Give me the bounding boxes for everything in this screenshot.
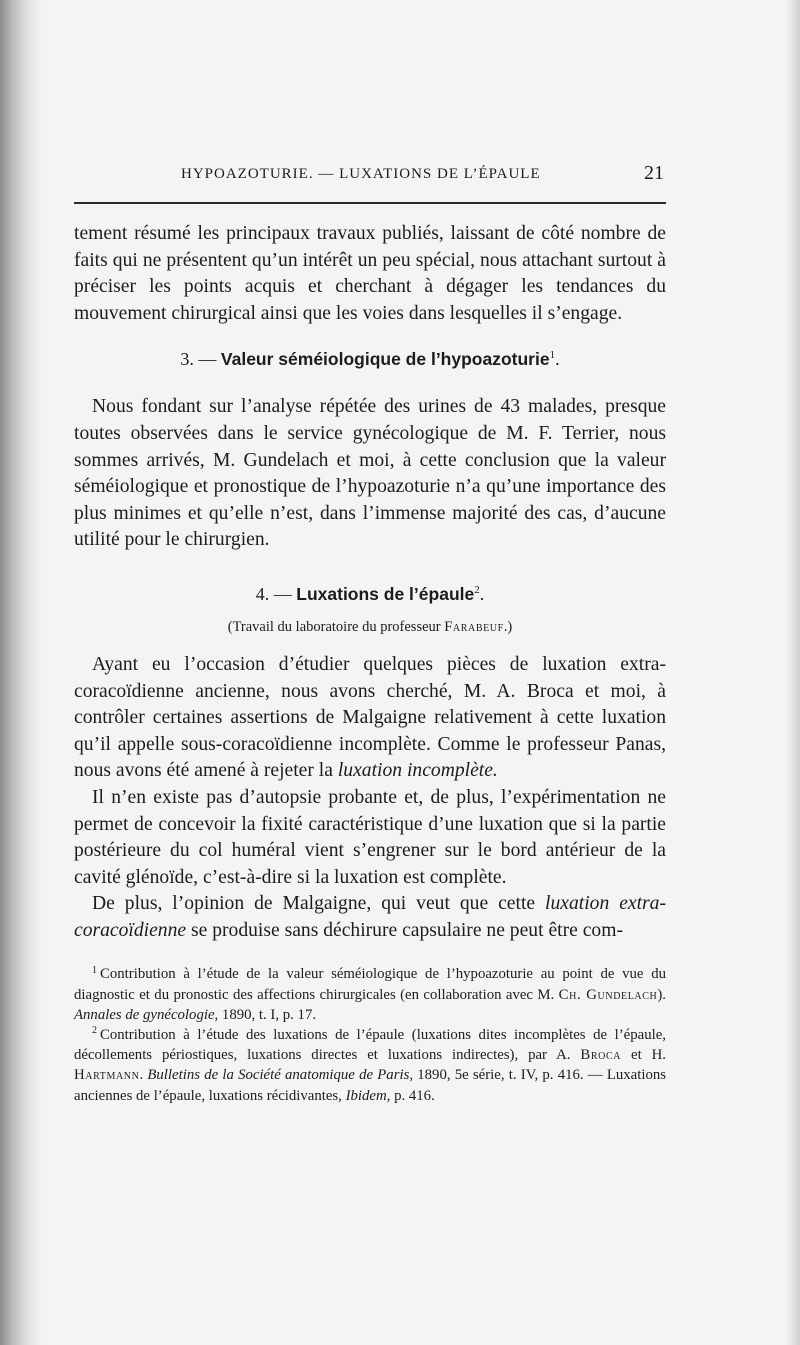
footnote-1 <box>74 964 666 1025</box>
section-3-trailing: . <box>555 349 560 370</box>
running-head <box>74 158 666 188</box>
section-4-p3-end: se produise sans déchirure capsulaire ne peut être com- <box>186 919 623 941</box>
section-4-paragraph-2: Il n’en existe pas d’autopsie probante et, de plus, l’expérimentation ne permet de concevoir la fixité caractéristique d’une luxation que si la partie postérieure du col huméral vient s’engrener sur le bord antérieur de la cavité glénoïde, c’est-à-dire si la luxation est complète. <box>74 786 666 888</box>
section-4-subtitle <box>74 619 666 636</box>
footnote-1-sep: ). <box>657 986 666 1003</box>
footnote-1-author: Ch. Gundelach <box>558 986 658 1003</box>
footnote-2-ref-end: , p. 416. <box>386 1087 435 1104</box>
footnote-2-mark: 2 <box>92 1025 97 1037</box>
section-3-paragraph: Nous fondant sur l’analyse répétée des urines de 43 malades, presque toutes observées dans le service gynécologique de M. F. Terrier, nous sommes arrivés, M. Gundelach et moi, à cette conclusion que la valeur séméiologique et pronostique de l’hypoazoturie n’a qu’une importance des plus minimes et qu’elle n’est, dans l’immense majorité des cas, d’aucune utilité pour le chirurgien. <box>74 396 666 551</box>
binding-shadow <box>0 0 42 1345</box>
section-3-number: 3. — <box>180 349 217 370</box>
footnote-1-journal: Annales de gynécologie <box>74 1006 215 1023</box>
footnote-2-ibidem: Ibidem <box>345 1087 387 1104</box>
section-4-trailing: . <box>479 583 485 604</box>
section-4-p3-italic: luxation extra-coracoïdienne <box>74 893 666 941</box>
section-4-heading <box>74 584 666 605</box>
footnote-2-ref: , 1890, 5e série, t. IV, p. 416. — Luxations anciennes de l’épaule, luxations récidivantes, <box>74 1067 666 1104</box>
subtitle-prefix: (Travail du laboratoire du professeur <box>227 618 445 635</box>
intro-paragraph: tement résumé les principaux travaux publiés, laissant de côté nombre de faits qui ne présentent qu’un intérêt un peu spécial, nous attachant surtout à préciser les points acquis et cherchant à dégager les tendances du mouvement chirurgical ainsi que les voies dans lesquelles il s’engage. <box>74 223 666 324</box>
section-4-note-ref[interactable]: 2 <box>474 583 480 596</box>
header-rule <box>74 202 666 204</box>
footnote-2-author-1: Broca <box>580 1047 622 1064</box>
page-number: 21 <box>644 162 664 184</box>
subtitle-suffix: .) <box>503 618 513 635</box>
footnote-2-sep: . <box>139 1067 148 1084</box>
section-4-number: 4. — <box>255 583 292 604</box>
footnote-1-text: Contribution à l’étude de la valeur séméiologique de l’hypoazoturie au point de vue du diagnostic et du pronostic des affections chirurgicales (en collaboration avec M. <box>74 966 666 1003</box>
section-4-paragraph-1 <box>74 652 666 785</box>
footnote-1-mark: 1 <box>92 964 97 976</box>
running-head-title: HYPOAZOTURIE. — LUXATIONS DE L’ÉPAULE <box>181 166 541 182</box>
section-3-heading <box>74 349 666 370</box>
footnote-1-ref: , 1890, t. I, p. 17. <box>214 1006 317 1023</box>
footnote-2-journal: Bulletins de la Société anatomique de Paris <box>147 1067 410 1084</box>
footnote-2 <box>74 1025 666 1106</box>
section-4-p1-text: Ayant eu l’occasion d’étudier quelques pièces de luxation extra-coracoïdienne ancienne, nous avons cherché, M. A. Broca et moi, à contrôler certaines assertions de Malgaigne relativement à cette luxation qu’il appelle sous-coracoïdienne incomplète. Comme le professeur Panas, nous avons été amené à rejeter la <box>74 653 666 782</box>
section-3-note-ref[interactable]: 1 <box>549 349 556 362</box>
section-4-paragraph-3 <box>74 891 666 944</box>
footnote-2-text: Contribution à l’étude des luxations de l’épaule (luxations dites incomplètes de l’épaule, décollements périostiques, luxations directes et luxations indirectes), par A. <box>74 1027 666 1064</box>
section-4-p1-italic: luxation incomplète. <box>337 760 498 782</box>
page <box>74 158 666 1106</box>
subtitle-name: Farabeuf <box>444 618 504 635</box>
footnote-2-author-2: Hartmann <box>74 1067 140 1084</box>
section-4-title: Luxations de l’épaule <box>296 583 475 604</box>
footnotes <box>74 964 666 1105</box>
section-4-p3-start: De plus, l’opinion de Malgaigne, qui veut que cette <box>92 893 546 915</box>
footnote-2-mid: et H. <box>621 1047 666 1064</box>
section-3-title: Valeur séméiologique de l’hypoazoturie <box>220 349 550 370</box>
page-edge-shadow <box>786 0 800 1345</box>
